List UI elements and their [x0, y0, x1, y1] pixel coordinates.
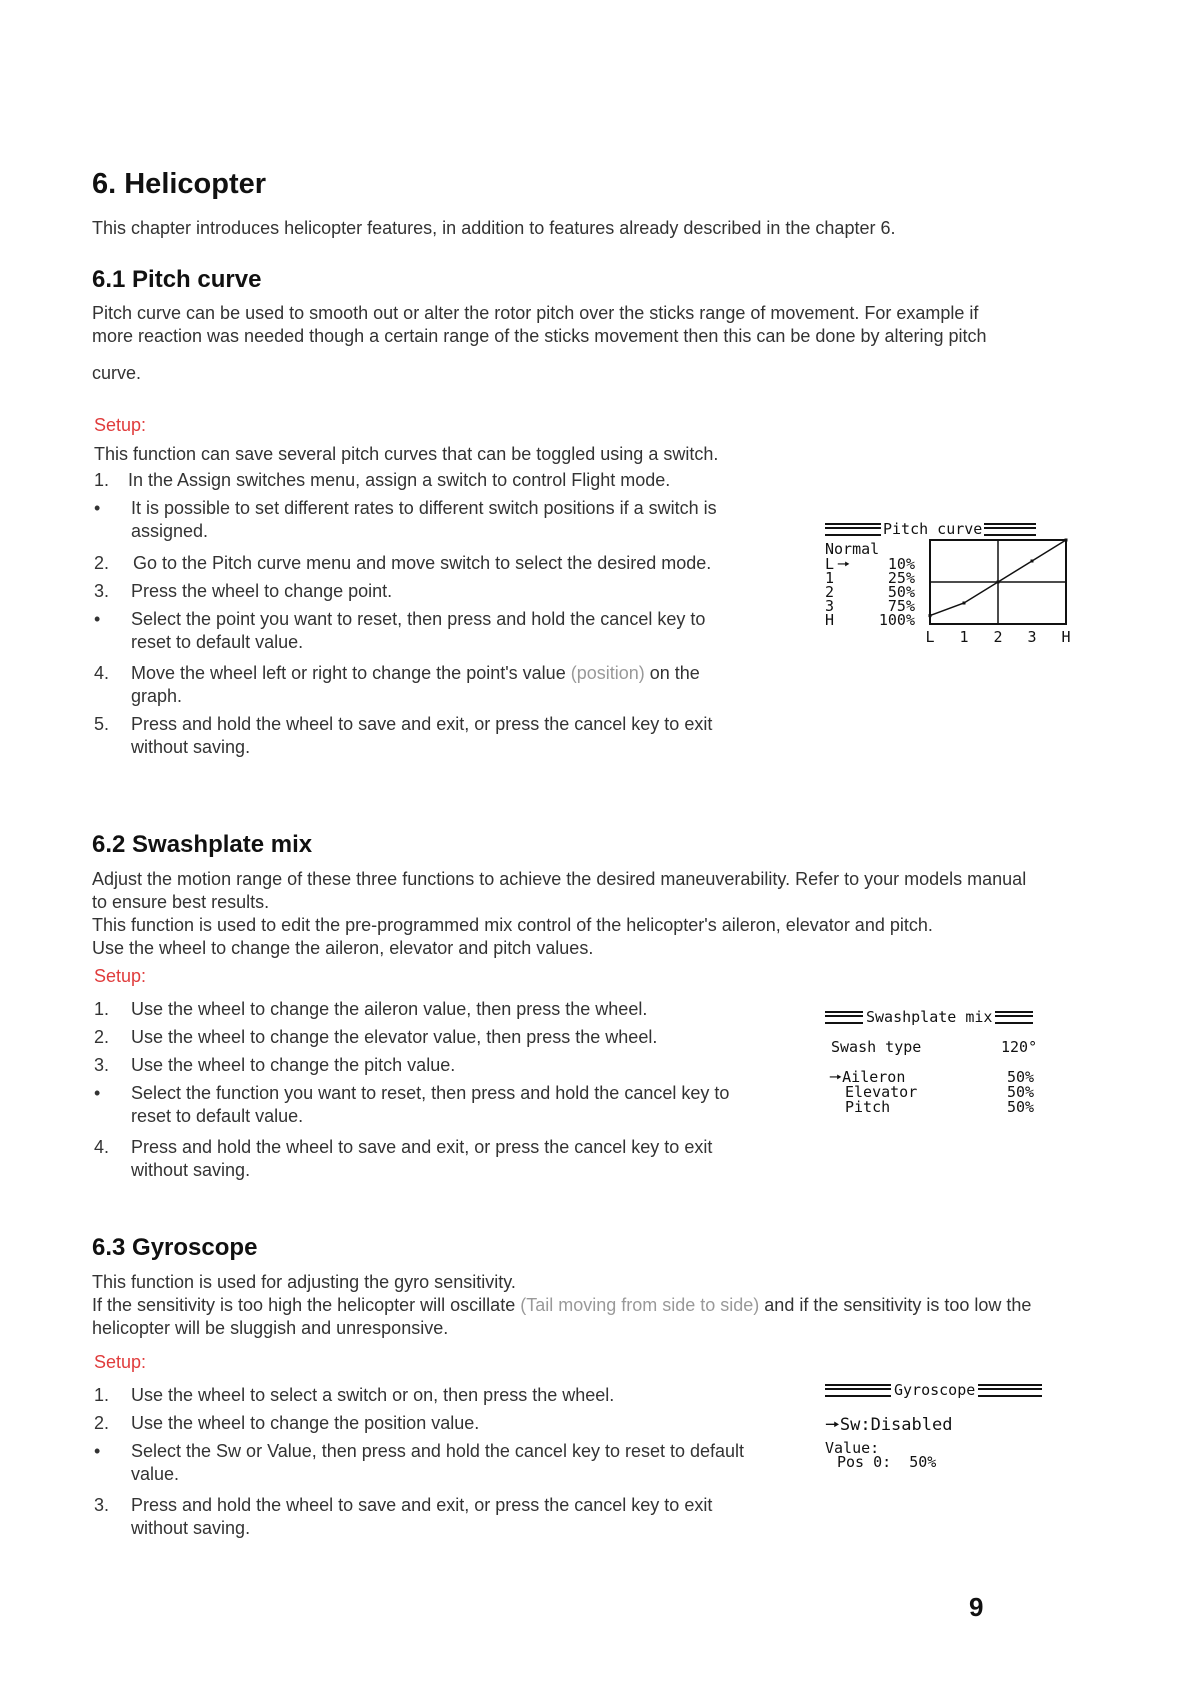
point-value: 10%	[887, 555, 915, 573]
list-text: without saving.	[131, 1160, 251, 1180]
screen-title: Swashplate mix	[866, 1008, 993, 1026]
screen-title: Pitch curve	[883, 520, 983, 538]
selected-arrow-icon: 🠖	[825, 1415, 840, 1435]
pitch-desc-line2: more reaction was needed though a certain range of the sticks movement then this can be done by altering pitch	[92, 326, 987, 346]
chapter-title: 6. Helicopter	[92, 168, 267, 200]
list-item	[94, 1384, 794, 1407]
list-text: Use the wheel to change the pitch value.	[131, 1055, 456, 1075]
swash-desc1-line1: Adjust the motion range of these three functions to achieve the desired maneuverability. Refer to your models manual	[92, 869, 1027, 889]
x-axis-label: 2	[993, 628, 1003, 646]
list-marker: 2.	[94, 1027, 110, 1047]
list-text: In the Assign switches menu, assign a switch to control Flight mode.	[128, 470, 671, 490]
pitch-title: 6.1 Pitch curve	[92, 266, 262, 293]
list-text: reset to default value.	[131, 632, 304, 652]
selected-arrow-icon: 🠖	[837, 555, 851, 573]
list-marker: 4.	[94, 1137, 110, 1157]
list-text-part: on the	[644, 663, 700, 683]
x-axis-label: 1	[959, 628, 969, 646]
gyro-switch-text: Sw:Disabled	[839, 1415, 953, 1435]
point-value: 50%	[887, 583, 915, 601]
list-item	[94, 552, 774, 575]
swash-setup-label: Setup:	[94, 966, 147, 986]
list-item	[94, 662, 774, 708]
gyro-desc2-muted: (Tail moving from side to side)	[520, 1295, 760, 1315]
gyro-title: 6.3 Gyroscope	[92, 1234, 258, 1261]
gyro-switch-line	[825, 1415, 953, 1435]
screen-header	[825, 520, 1036, 538]
header-bars-icon	[978, 1384, 1042, 1397]
list-text-part: Move the wheel left or right to change the point's value	[131, 663, 571, 683]
list-text: Press and hold the wheel to save and exit, or press the cancel key to exit	[131, 1137, 713, 1157]
list-marker: •	[94, 609, 101, 629]
screen-header	[825, 1008, 1033, 1026]
swash-row-label: Aileron	[842, 1068, 906, 1086]
x-axis-label: L	[925, 628, 935, 646]
list-marker: 1.	[94, 999, 110, 1019]
list-text: Select the function you want to reset, then press and hold the cancel key to	[131, 1083, 730, 1103]
list-item	[94, 497, 774, 543]
list-marker: •	[94, 1083, 101, 1103]
gyro-desc3: helicopter will be sluggish and unresponsive.	[92, 1318, 449, 1338]
header-bars-icon	[825, 1011, 863, 1024]
list-text: without saving.	[131, 1518, 251, 1538]
header-bars-icon	[825, 523, 881, 536]
list-marker: 3.	[94, 1495, 110, 1515]
list-marker: •	[94, 498, 101, 518]
swash-desc3: Use the wheel to change the aileron, elevator and pitch values.	[92, 938, 594, 958]
list-text: value.	[131, 1464, 180, 1484]
list-item	[94, 1054, 794, 1077]
list-marker: 5.	[94, 714, 110, 734]
point-value: 100%	[878, 611, 915, 629]
list-marker: 3.	[94, 1055, 110, 1075]
swash-row-label: Elevator	[845, 1083, 918, 1101]
list-text: Use the wheel to select a switch or on, then press the wheel.	[131, 1385, 615, 1405]
swash-type-label: Swash type	[831, 1038, 922, 1056]
gyro-desc1: This function is used for adjusting the gyro sensitivity.	[92, 1272, 516, 1292]
gyro-desc2	[92, 1294, 1031, 1317]
list-item	[94, 469, 774, 492]
list-text: It is possible to set different rates to different switch positions if a switch is	[131, 498, 717, 518]
header-bars-icon	[984, 523, 1036, 536]
swash-row-value: 50%	[1007, 1083, 1035, 1101]
gyro-value-label: Value:	[825, 1439, 880, 1457]
list-marker: •	[94, 1441, 101, 1461]
point-value: 25%	[887, 569, 915, 587]
pitch-desc-line3: curve.	[92, 363, 142, 383]
list-item	[94, 1026, 794, 1049]
swash-row	[845, 1100, 1039, 1115]
pitch-desc-line1: Pitch curve can be used to smooth out or alter the rotor pitch over the sticks range of movement. For example if	[92, 303, 979, 323]
list-marker: 1.	[94, 470, 110, 490]
chapter-intro: This chapter introduces helicopter features, in addition to features already described in the chapter 6.	[92, 218, 896, 238]
gyro-desc2-part: If the sensitivity is too high the helicopter will oscillate	[92, 1295, 521, 1315]
point-name: 3	[825, 597, 835, 615]
pitch-curve-graph	[925, 538, 1071, 646]
list-text: without saving.	[131, 737, 251, 757]
list-text: Select the Sw or Value, then press and hold the cancel key to reset to default	[131, 1441, 745, 1461]
list-text: Go to the Pitch curve menu and move switch to select the desired mode.	[133, 553, 712, 573]
curve-point-H	[1065, 539, 1068, 542]
header-bars-icon	[825, 1384, 891, 1397]
point-name: H	[825, 611, 835, 629]
list-item	[94, 1136, 794, 1182]
curve-point-2	[997, 581, 1000, 584]
header-bars-icon	[995, 1011, 1033, 1024]
list-text: Press and hold the wheel to save and exit, or press the cancel key to exit	[131, 1495, 713, 1515]
list-marker: 2.	[94, 553, 110, 573]
screen-header	[825, 1381, 1042, 1399]
swash-row-value: 50%	[1007, 1068, 1035, 1086]
curve-point-1	[963, 602, 966, 605]
gyro-setup-label: Setup:	[94, 1352, 147, 1372]
list-item	[94, 1412, 794, 1435]
list-marker: 2.	[94, 1413, 110, 1433]
point-name: 1	[825, 569, 835, 587]
curve-point-3	[1031, 560, 1034, 563]
gyroscope-screen	[825, 1381, 1075, 1471]
gyro-desc2-part: and if the sensitivity is too low the	[759, 1295, 1032, 1315]
curve-point-L	[929, 614, 932, 617]
swash-title: 6.2 Swashplate mix	[92, 831, 313, 858]
swash-row-label: Pitch	[845, 1098, 891, 1116]
list-item	[94, 1494, 794, 1540]
pitch-setup-intro: This function can save several pitch curves that can be toggled using a switch.	[94, 444, 719, 464]
swash-desc2: This function is used to edit the pre-programmed mix control of the helicopter's aileron, elevator and pitch.	[92, 915, 933, 935]
list-text: Use the wheel to change the aileron value, then press the wheel.	[131, 999, 648, 1019]
list-text: assigned.	[131, 521, 209, 541]
swashplate-screen	[825, 1008, 1075, 1118]
selected-arrow-icon: 🠖	[829, 1068, 843, 1086]
list-text: Press and hold the wheel to save and exit, or press the cancel key to exit	[131, 714, 713, 734]
list-item	[94, 1082, 794, 1128]
list-text: Press the wheel to change point.	[131, 581, 393, 601]
point-name: 2	[825, 583, 835, 601]
pitch-setup-label: Setup:	[94, 415, 147, 435]
list-item	[94, 998, 794, 1021]
list-item	[94, 608, 774, 654]
list-marker: 1.	[94, 1385, 110, 1405]
swash-desc1-line2: to ensure best results.	[92, 892, 270, 912]
list-text: graph.	[131, 686, 183, 706]
list-text-muted: (position)	[570, 663, 645, 683]
page-number: 9	[969, 1592, 984, 1622]
list-item	[94, 1440, 814, 1486]
list-text: Use the wheel to change the position value.	[131, 1413, 480, 1433]
list-text: Select the point you want to reset, then press and hold the cancel key to	[131, 609, 706, 629]
point-value: 75%	[887, 597, 915, 615]
x-axis-label: 3	[1027, 628, 1037, 646]
list-item	[94, 580, 774, 603]
list-text	[131, 662, 700, 685]
pitch-curve-screen	[825, 520, 1075, 650]
point-name: L	[825, 555, 835, 573]
swash-row-value: 50%	[1007, 1098, 1035, 1116]
list-marker: 3.	[94, 581, 110, 601]
point-row	[825, 613, 915, 628]
curve-mode: Normal	[825, 540, 880, 558]
swash-type-value: 120°	[1001, 1038, 1038, 1056]
list-text: reset to default value.	[131, 1106, 304, 1126]
list-marker: 4.	[94, 663, 110, 683]
list-item	[94, 713, 774, 759]
screen-title: Gyroscope	[894, 1381, 976, 1399]
gyro-pos-line: Pos 0: 50%	[837, 1453, 937, 1471]
x-axis-label: H	[1061, 628, 1071, 646]
list-text: Use the wheel to change the elevator value, then press the wheel.	[131, 1027, 658, 1047]
